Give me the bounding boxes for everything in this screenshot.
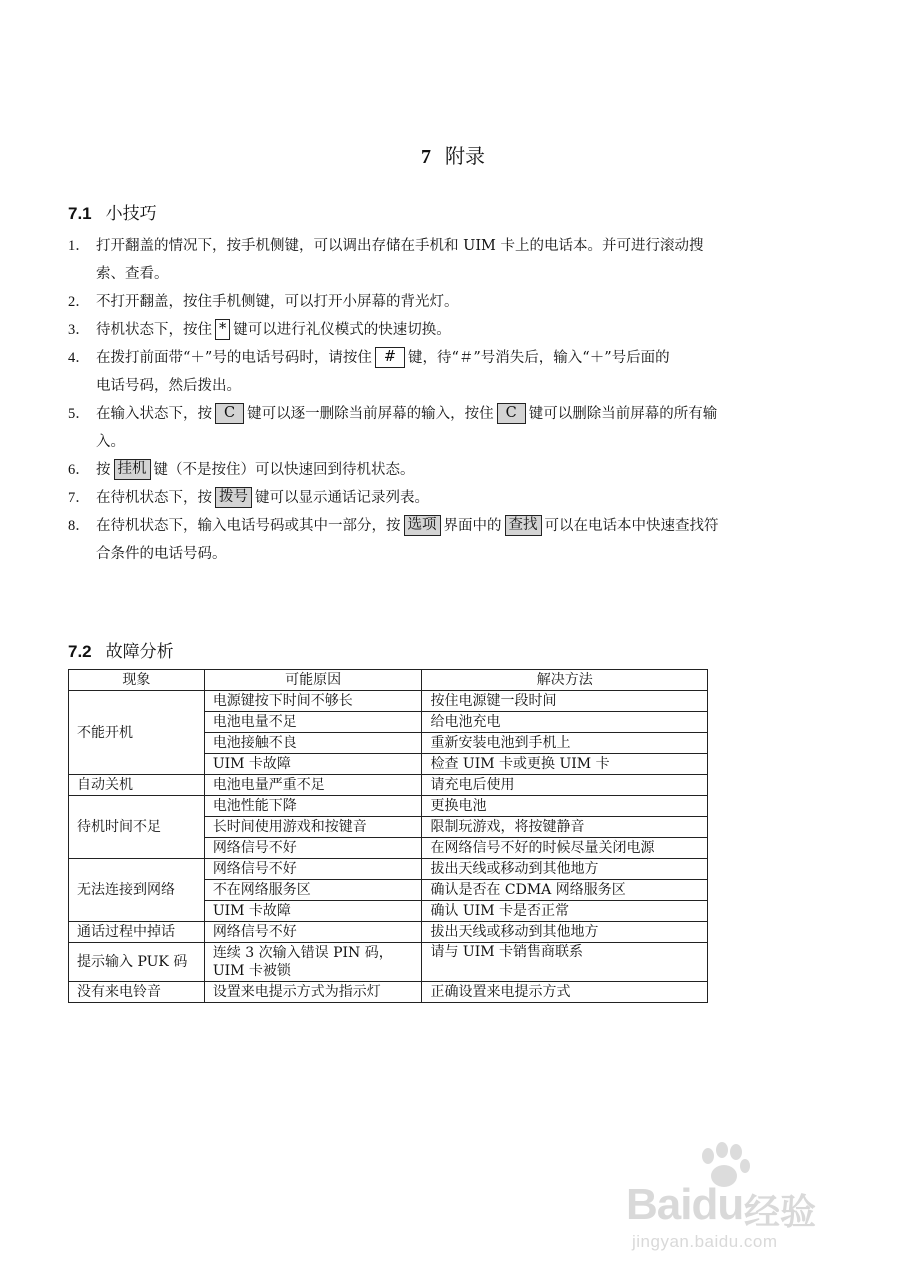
chapter-number: 7: [421, 146, 431, 168]
tip-text: 键可以删除当前屏幕的所有输: [528, 406, 718, 422]
watermark-brand-du: du: [691, 1180, 744, 1229]
table-row: [69, 691, 708, 712]
cause-text-continued: UIM 卡被锁: [212, 963, 291, 979]
tip-item: [68, 344, 788, 400]
tip-text: 键可以逐一删除当前屏幕的输入，按住: [247, 406, 494, 422]
tip-index: 4．: [68, 350, 90, 366]
tip-text-continued: 索、查看。: [96, 266, 169, 282]
fix-cell: 确认是否在 CDMA 网络服务区: [422, 880, 708, 901]
cause-cell: 网络信号不好: [204, 922, 422, 943]
tip-index: 5．: [68, 406, 90, 422]
tip-text: 可以在电话本中快速查找符: [544, 518, 719, 534]
cause-text: 连续 3 次输入错误 PIN 码，: [212, 945, 393, 961]
cause-cell: 长时间使用游戏和按键音: [204, 817, 422, 838]
watermark-brand-cn: 经验: [744, 1191, 817, 1232]
chapter-name: 附录: [445, 144, 485, 168]
tip-text-continued: 入。: [96, 434, 125, 450]
cause-cell: 电池接触不良: [204, 733, 422, 754]
tip-text: 按: [96, 462, 111, 478]
fix-cell: 请与 UIM 卡销售商联系: [422, 943, 708, 982]
tip-text: 待机状态下，按住: [96, 322, 212, 338]
tip-text: 键可以进行礼仪模式的快速切换。: [233, 322, 451, 338]
key-options: 选项: [404, 515, 441, 536]
table-row: [69, 922, 708, 943]
cause-cell: [204, 943, 422, 982]
tip-index: 7．: [68, 490, 90, 506]
tips-list: [68, 232, 788, 568]
cause-cell: 网络信号不好: [204, 859, 422, 880]
key-end-call: 挂机: [114, 459, 151, 480]
fix-cell: 确认 UIM 卡是否正常: [422, 901, 708, 922]
fault-table: [68, 669, 708, 1003]
key-star: *: [215, 319, 230, 340]
key-c: C: [215, 403, 244, 424]
fix-cell: 重新安装电池到手机上: [422, 733, 708, 754]
cause-cell: 电池电量严重不足: [204, 775, 422, 796]
cause-cell: 设置来电提示方式为指示灯: [204, 982, 422, 1003]
column-header: 解决方法: [422, 670, 708, 691]
tip-item: [68, 456, 788, 484]
tip-text: 键（不是按住）可以快速回到待机状态。: [153, 462, 415, 478]
symptom-cell: 待机时间不足: [69, 796, 205, 859]
section-number: 7.2: [68, 642, 92, 661]
section-title: 故障分析: [105, 642, 174, 662]
tip-text: 界面中的: [443, 518, 502, 534]
tip-text: 键，待“＃”号消失后，输入“＋”号后面的: [407, 350, 670, 366]
symptom-cell: 不能开机: [69, 691, 205, 775]
fix-cell: 按住电源键一段时间: [422, 691, 708, 712]
column-header: 可能原因: [204, 670, 422, 691]
section-heading-tips: [68, 202, 157, 226]
symptom-cell: 提示输入 PUK 码: [69, 943, 205, 982]
fix-cell: 正确设置来电提示方式: [422, 982, 708, 1003]
symptom-cell: 没有来电铃音: [69, 982, 205, 1003]
chapter-title: [0, 142, 906, 171]
fix-cell: 拔出天线或移动到其他地方: [422, 922, 708, 943]
cause-cell: 电池电量不足: [204, 712, 422, 733]
tip-text: 不打开翻盖，按住手机侧键，可以打开小屏幕的背光灯。: [96, 294, 459, 310]
tip-index: 3．: [68, 322, 90, 338]
fix-cell: 给电池充电: [422, 712, 708, 733]
tip-item: [68, 512, 788, 568]
fix-cell: 检查 UIM 卡或更换 UIM 卡: [422, 754, 708, 775]
key-hash: #: [375, 347, 405, 368]
tip-text: 在输入状态下，按: [96, 406, 212, 422]
tip-text: 在拨打前面带“＋”号的电话号码时，请按住: [96, 350, 372, 366]
fix-cell: 限制玩游戏，将按键静音: [422, 817, 708, 838]
tip-text-continued: 合条件的电话号码。: [96, 546, 227, 562]
tip-item: [68, 484, 788, 512]
table-row: [69, 775, 708, 796]
section-title: 小技巧: [105, 204, 157, 224]
symptom-cell: 无法连接到网络: [69, 859, 205, 922]
fix-cell: 在网络信号不好的时候尽量关闭电源: [422, 838, 708, 859]
tip-text-continued: 电话号码，然后拨出。: [96, 378, 241, 394]
cause-cell: 电源键按下时间不够长: [204, 691, 422, 712]
watermark-brand: [626, 1180, 743, 1230]
tip-text: 打开翻盖的情况下，按手机侧键，可以调出存储在手机和 UIM 卡上的电话本。并可进行滚动搜: [96, 238, 704, 254]
cause-cell: 网络信号不好: [204, 838, 422, 859]
key-search: 查找: [505, 515, 542, 536]
tip-index: 6．: [68, 462, 90, 478]
table-row: [69, 943, 708, 982]
table-row: [69, 982, 708, 1003]
tip-item: [68, 288, 788, 316]
cause-cell: UIM 卡故障: [204, 754, 422, 775]
cause-cell: 不在网络服务区: [204, 880, 422, 901]
tip-index: 8．: [68, 518, 90, 534]
tip-text: 在待机状态下，输入电话号码或其中一部分，按: [96, 518, 401, 534]
tip-item: [68, 316, 788, 344]
fix-cell: 更换电池: [422, 796, 708, 817]
tip-text: 在待机状态下，按: [96, 490, 212, 506]
table-row: [69, 796, 708, 817]
tip-item: [68, 400, 788, 456]
cause-cell: UIM 卡故障: [204, 901, 422, 922]
section-heading-faults: [68, 640, 174, 664]
table-row: [69, 859, 708, 880]
baidu-jingyan-watermark: [626, 1142, 846, 1252]
table-header-row: [69, 670, 708, 691]
column-header: 现象: [69, 670, 205, 691]
tip-text: 键可以显示通话记录列表。: [255, 490, 429, 506]
watermark-brand-bai: Bai: [626, 1180, 692, 1229]
tip-item: [68, 232, 788, 288]
watermark-url: jingyan.baidu.com: [632, 1232, 778, 1251]
tip-index: 1．: [68, 238, 90, 254]
symptom-cell: 通话过程中掉话: [69, 922, 205, 943]
symptom-cell: 自动关机: [69, 775, 205, 796]
tip-index: 2．: [68, 294, 90, 310]
fix-cell: 拔出天线或移动到其他地方: [422, 859, 708, 880]
fix-cell: 请充电后使用: [422, 775, 708, 796]
section-number: 7.1: [68, 204, 92, 223]
cause-cell: 电池性能下降: [204, 796, 422, 817]
key-c-hold: C: [497, 403, 526, 424]
key-dial: 拨号: [215, 487, 252, 508]
